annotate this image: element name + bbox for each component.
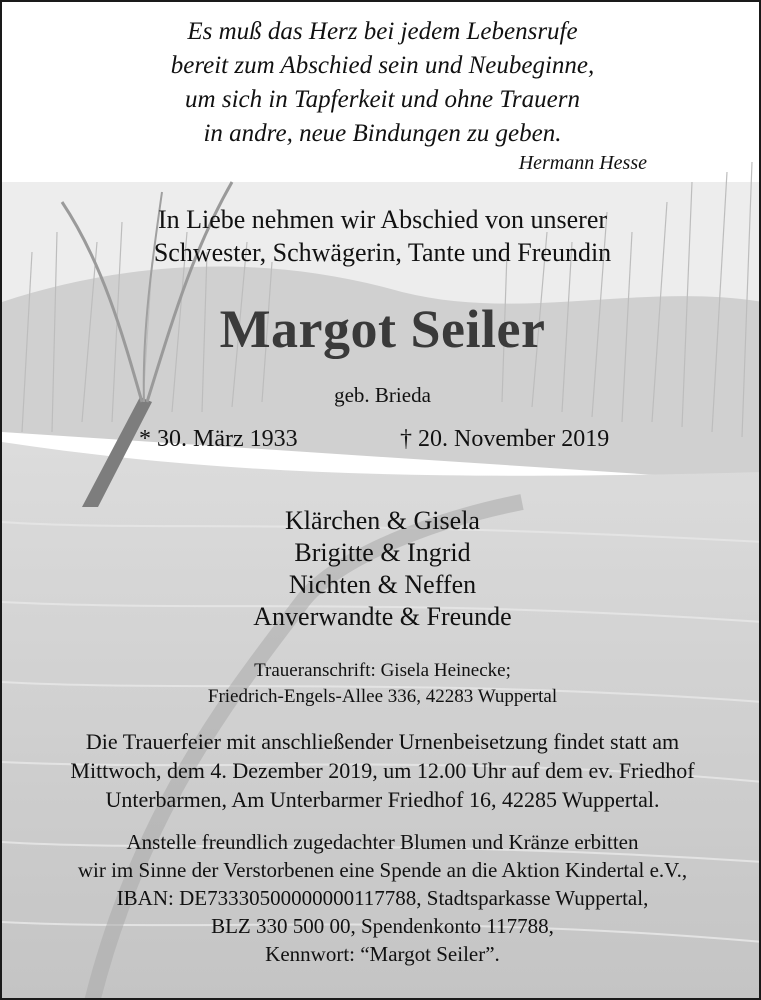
poem-line: in andre, neue Bindungen zu geben.	[203, 120, 562, 147]
ceremony-line: Die Trauerfeier mit anschließender Urnenbeisetzung findet statt am	[85, 729, 680, 754]
death-date: † 20. November 2019	[400, 426, 610, 452]
ceremony-line: Mittwoch, dem 4. Dezember 2019, um 12.00 Uhr auf dem ev. Friedhof	[70, 758, 695, 783]
mourner-line: Klärchen & Gisela	[285, 506, 480, 535]
birth-name: geb. Brieda	[334, 383, 431, 407]
poem-line: Es muß das Herz bei jedem Lebensrufe	[187, 18, 578, 45]
notice-content	[2, 2, 761, 1000]
poem-author: Hermann Hesse	[518, 152, 647, 174]
ceremony-line: Unterbarmen, Am Unterbarmer Friedhof 16, 42285 Wuppertal.	[105, 787, 660, 812]
deceased-name: Margot Seiler	[219, 299, 546, 359]
donation-line: Kennwort: “Margot Seiler”.	[265, 942, 500, 966]
mourner-line: Nichten & Neffen	[288, 570, 477, 599]
poem-line: bereit zum Abschied sein und Neubeginne,	[170, 52, 595, 79]
donation-line: Anstelle freundlich zugedachter Blumen und Kränze erbitten	[126, 830, 639, 854]
intro-line: Schwester, Schwägerin, Tante und Freundin	[153, 238, 612, 267]
birth-date: * 30. März 1933	[139, 426, 298, 452]
intro-line: In Liebe nehmen wir Abschied von unserer	[157, 205, 608, 234]
donation-line: IBAN: DE73330500000000117788, Stadtsparkasse Wuppertal,	[116, 886, 649, 910]
mourner-line: Anverwandte & Freunde	[253, 602, 512, 631]
poem-line: um sich in Tapferkeit und ohne Trauern	[185, 86, 580, 113]
mourning-address-line: Traueranschrift: Gisela Heinecke;	[254, 660, 511, 681]
mourner-line: Brigitte & Ingrid	[294, 538, 471, 567]
mourning-address-line: Friedrich-Engels-Allee 336, 42283 Wuppertal	[207, 686, 558, 707]
donation-line: BLZ 330 500 00, Spendenkonto 117788,	[211, 914, 554, 938]
donation-line: wir im Sinne der Verstorbenen eine Spende an die Aktion Kindertal e.V.,	[77, 858, 688, 882]
